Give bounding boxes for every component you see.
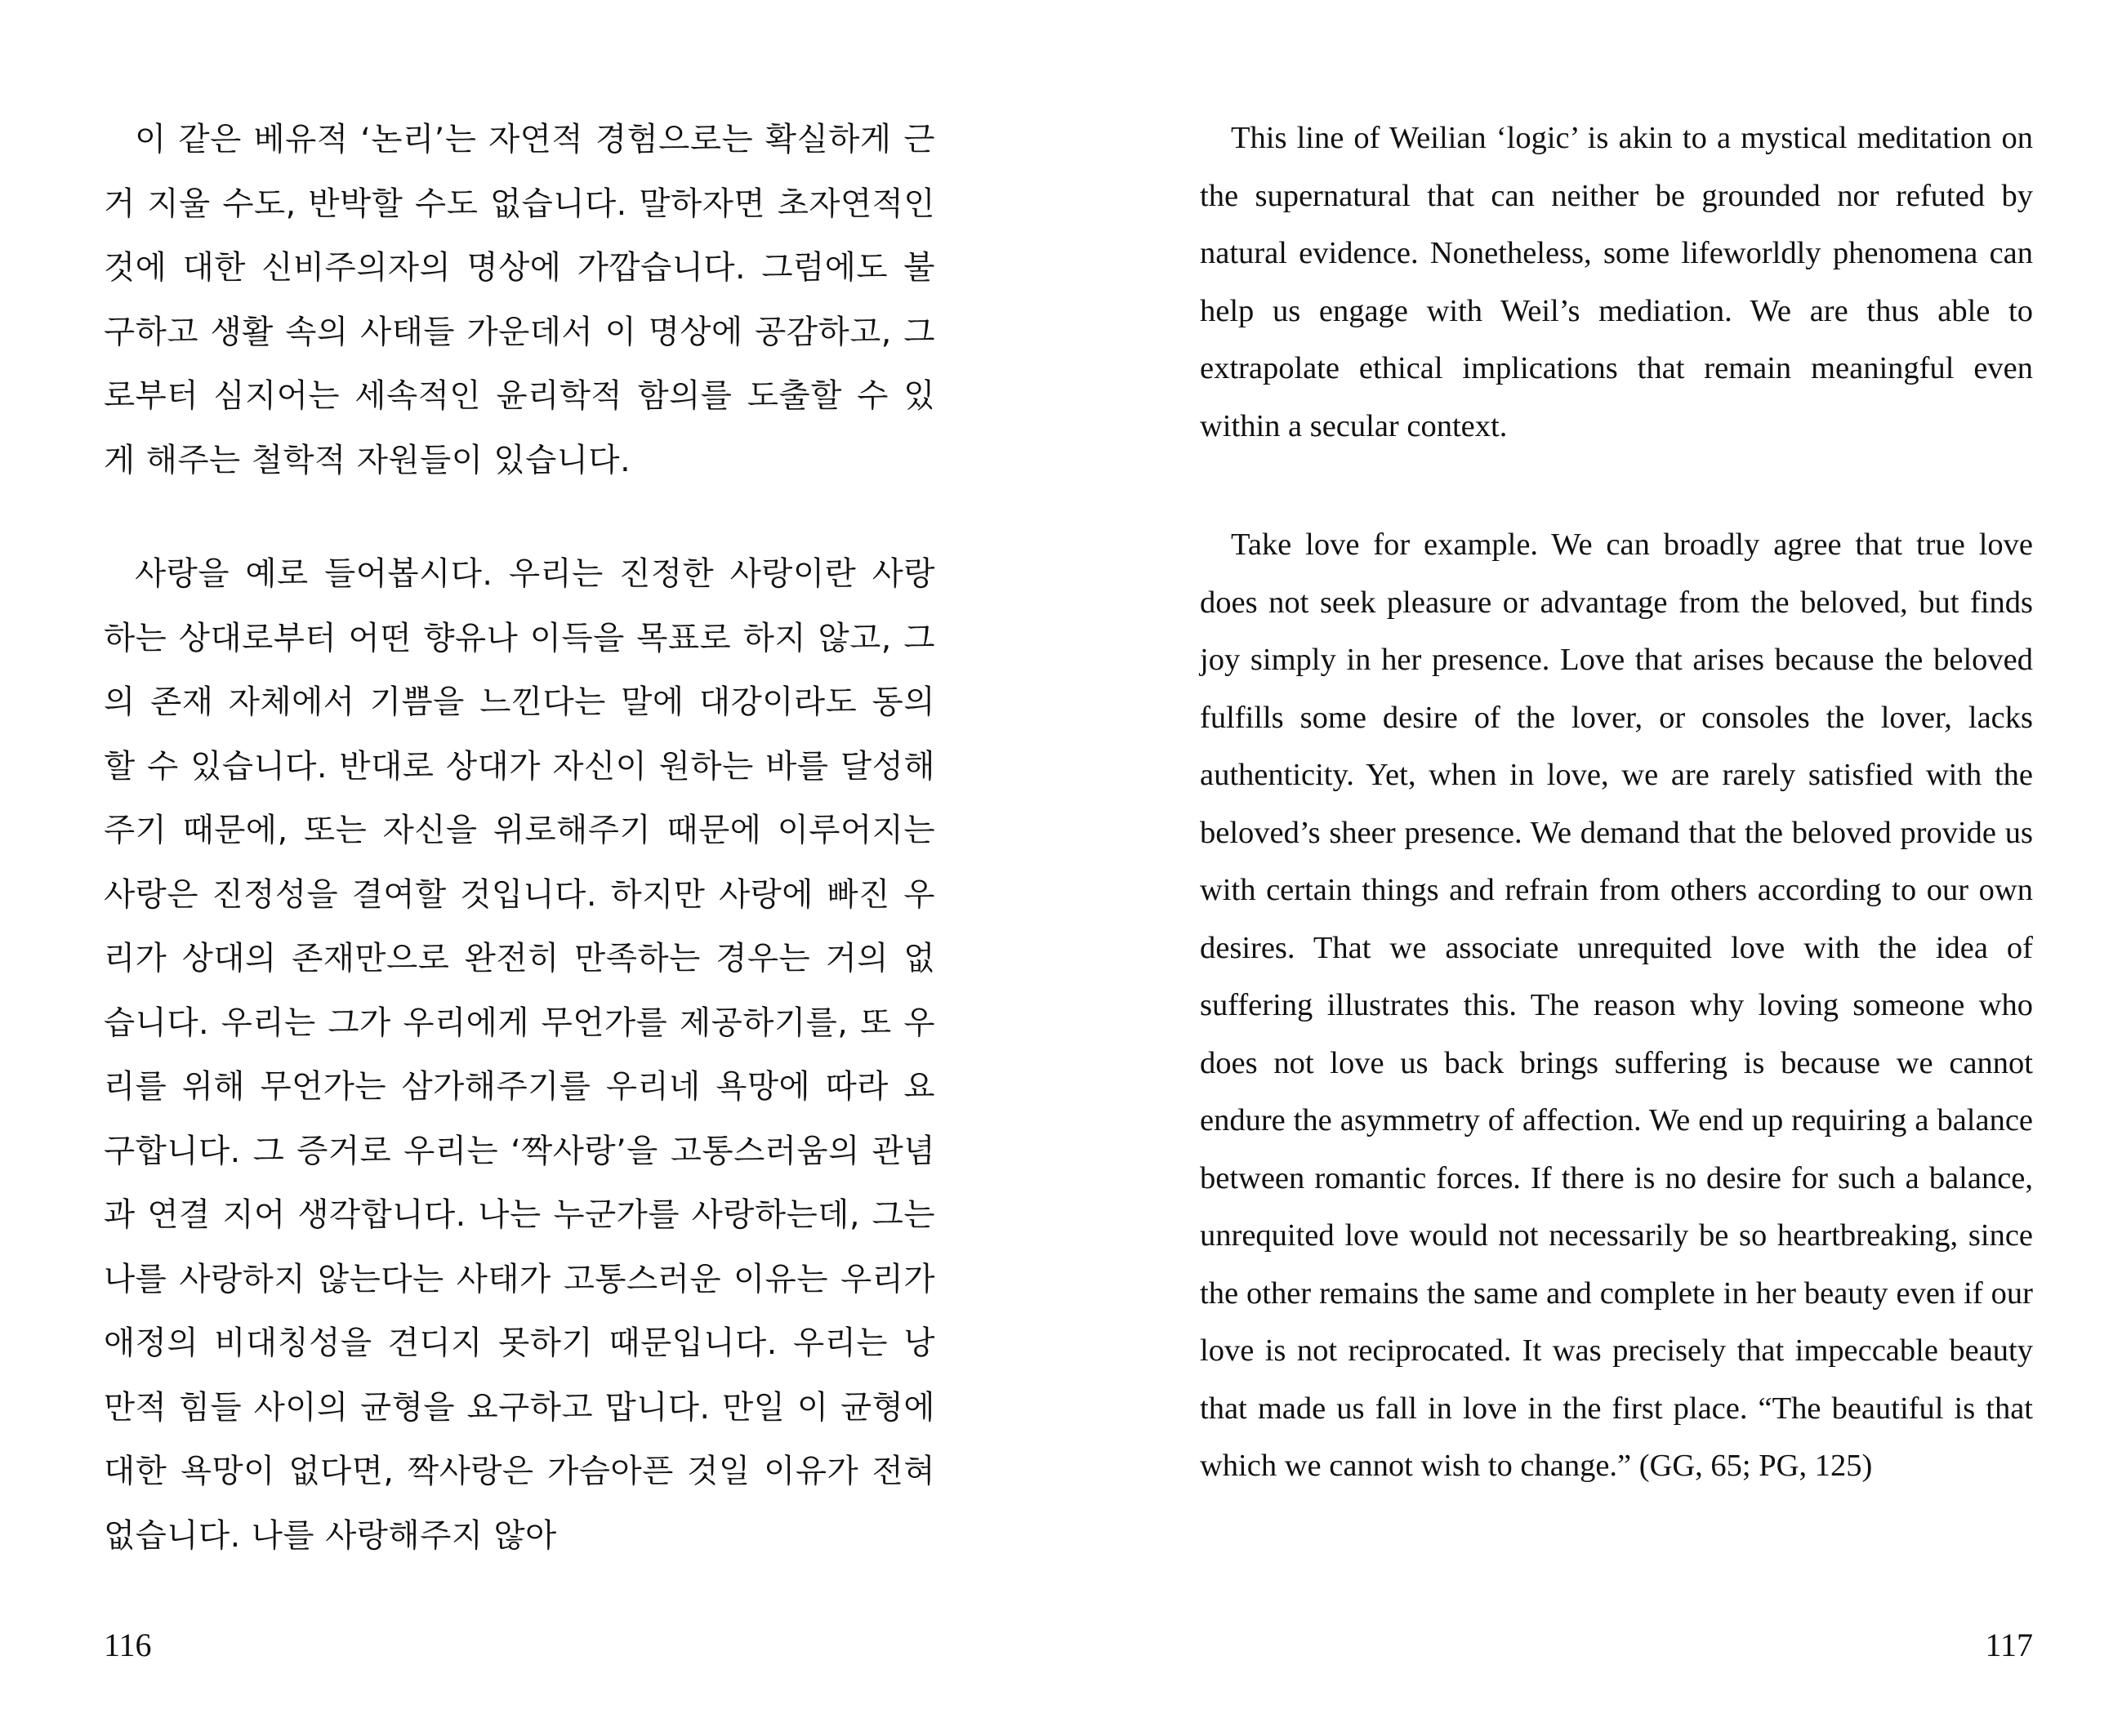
- right-page-number: 117: [1985, 1627, 2033, 1663]
- left-paragraph-2: 사랑을 예로 들어봅시다. 우리는 진정한 사랑이란 사랑하는 상대로부터 어떤 향유나 이득을 목표로 하지 않고, 그의 존재 자체에서 기쁨을 느낀다는 말에 대강이라도 동의할 수 있습니다. 반대로 상대가 자신이 원하는 바를 달성해주기 때문에, 또는 자신을 위로해주기 때문에 이루어지는 사랑은 진정성을 결여할 것입니다. 하지만 사랑에 빠진 우리가 상대의 존재만으로 완전히 만족하는 경우는 거의 없습니다. 우리는 그가 우리에게 무언가를 제공하기를, 또 우리를 위해 무언가는 삼가해주기를 우리네 욕망에 따라 요구합니다. 그 증거로 우리는 ‘짝사랑’을 고통스러움의 관념과 연결 지어 생각합니다. 나는 누군가를 사랑하는데, 그는 나를 사랑하지 않는다는 사태가 고통스러운 이유는 우리가 애정의 비대칭성을 견디지 못하기 때문입니다. 우리는 낭만적 힘들 사이의 균형을 요구하고 맙니다. 만일 이 균형에 대한 욕망이 없다면, 짝사랑은 가슴아픈 것일 이유가 전혀 없습니다. 나를 사랑해주지 않아: [104, 555, 935, 1555]
- left-page-number: 116: [104, 1627, 152, 1663]
- right-paragraph-1: This line of Weilian ‘logic’ is akin to a mystical meditation on the supernatural that can neither be grounded nor refuted by natural evidence. Nonetheless, some lifeworldly phenomena can help us engage with Weil’s mediation. We are thus able to extrapolate ethical implications that remain meaningful even within a secular context.: [1200, 121, 2033, 443]
- right-paragraph-2: Take love for example. We can broadly agree that true love does not seek pleasure or advantage from the beloved, but finds joy simply in her presence. Love that arises because the beloved fulfills some desire of the lover, or consoles the lover, lacks authenticity. Yet, when in love, we are rarely satisfied with the beloved’s sheer presence. We demand that the beloved provide us with certain things and refrain from others according to our own desires. That we associate unrequited love with the idea of suffering illustrates this. The reason why loving someone who does not love us back brings suffering is because we cannot endure the asymmetry of affection. We end up requiring a balance between romantic forces. If there is no desire for such a balance, unrequited love would not necessarily be so heartbreaking, since the other remains the same and complete in her beauty even if our love is not reciprocated. It was precisely that impeccable beauty that made us fall in love in the first place. “The beautiful is that which we cannot wish to change.” (GG, 65; PG, 125): [1200, 527, 2033, 1483]
- right-page: [1061, 0, 2122, 1736]
- left-paragraph-1: 이 같은 베유적 ‘논리’는 자연적 경험으로는 확실하게 근거 지울 수도, 반박할 수도 없습니다. 말하자면 초자연적인 것에 대한 신비주의자의 명상에 가깝습니다. 그럼에도 불구하고 생활 속의 사태들 가운데서 이 명상에 공감하고, 그로부터 심지어는 세속적인 윤리학적 함의를 도출할 수 있게 해주는 철학적 자원들이 있습니다.: [104, 121, 935, 479]
